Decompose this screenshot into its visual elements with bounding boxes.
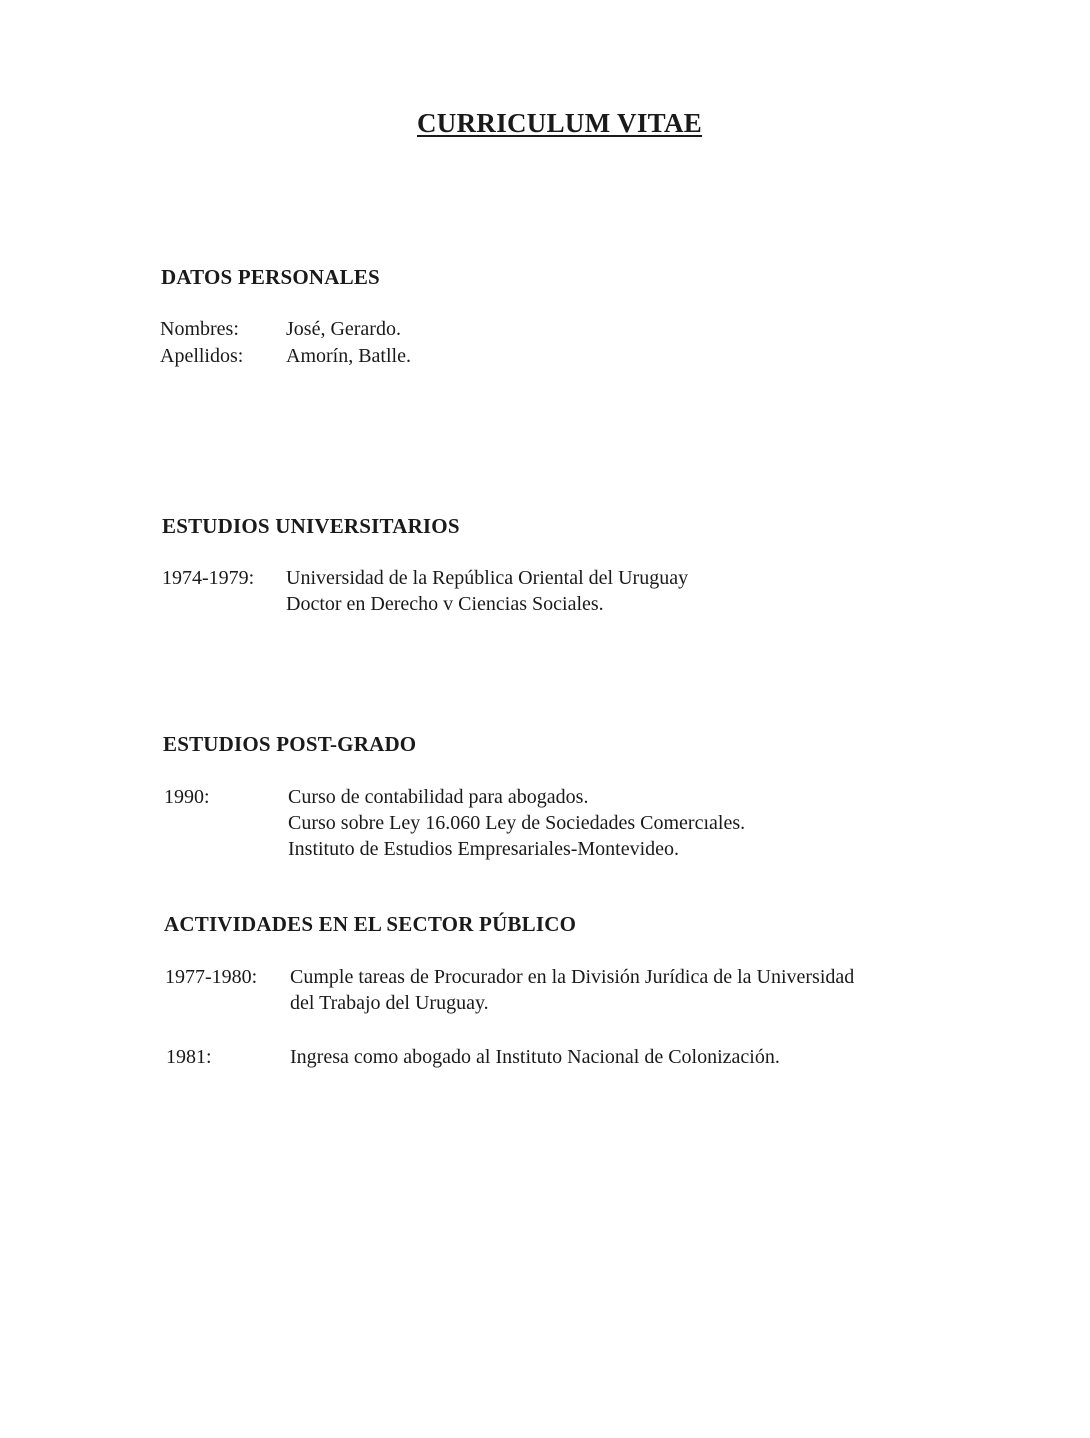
datos-value-nombres: José, Gerardo. — [286, 318, 401, 340]
datos-row-nombres — [160, 316, 660, 342]
datos-label-apellidos: Apellidos: — [160, 345, 244, 367]
entry-description — [288, 784, 745, 862]
estudios-post-grado-entry — [164, 784, 964, 862]
datos-value-apellidos: Amorín, Batlle. — [286, 345, 411, 367]
section-heading-estudios-post-grado: ESTUDIOS POST-GRADO — [163, 732, 417, 756]
actividad-entry — [165, 964, 965, 1016]
section-heading-datos-personales: DATOS PERSONALES — [161, 265, 380, 289]
entry-line: Ingresa como abogado al Instituto Nacional de Colonización. — [290, 1046, 780, 1068]
datos-label-nombres: Nombres: — [160, 318, 239, 340]
entry-description — [286, 565, 688, 617]
section-heading-estudios-universitarios: ESTUDIOS UNIVERSITARIOS — [162, 514, 460, 538]
entry-period: 1981: — [166, 1046, 212, 1068]
entry-line: Universidad de la República Oriental del Uruguay — [286, 567, 689, 589]
entry-line: del Trabajo del Uruguay. — [290, 992, 489, 1014]
entry-period: 1974-1979: — [162, 567, 255, 589]
estudios-universitarios-entry — [162, 565, 962, 617]
entry-line: Doctor en Derecho v Ciencias Sociales. — [286, 593, 604, 615]
entry-line: Cumple tareas de Procurador en la División Jurídica de la Universidad — [290, 966, 855, 988]
entry-description — [290, 964, 854, 1016]
actividad-entry — [166, 1044, 966, 1070]
document-title: CURRICULUM VITAE — [417, 108, 703, 138]
section-heading-actividades-sector-publico: ACTIVIDADES EN EL SECTOR PÚBLICO — [164, 912, 577, 936]
entry-line: Curso sobre Ley 16.060 Ley de Sociedades Comercıales. — [288, 812, 746, 834]
entry-description — [290, 1044, 780, 1070]
entry-line: Curso de contabilidad para abogados. — [288, 786, 589, 808]
entry-period: 1990: — [164, 786, 210, 808]
entry-period: 1977-1980: — [165, 966, 258, 988]
entry-line: Instituto de Estudios Empresariales-Montevideo. — [288, 838, 680, 860]
datos-row-apellidos — [160, 343, 660, 369]
